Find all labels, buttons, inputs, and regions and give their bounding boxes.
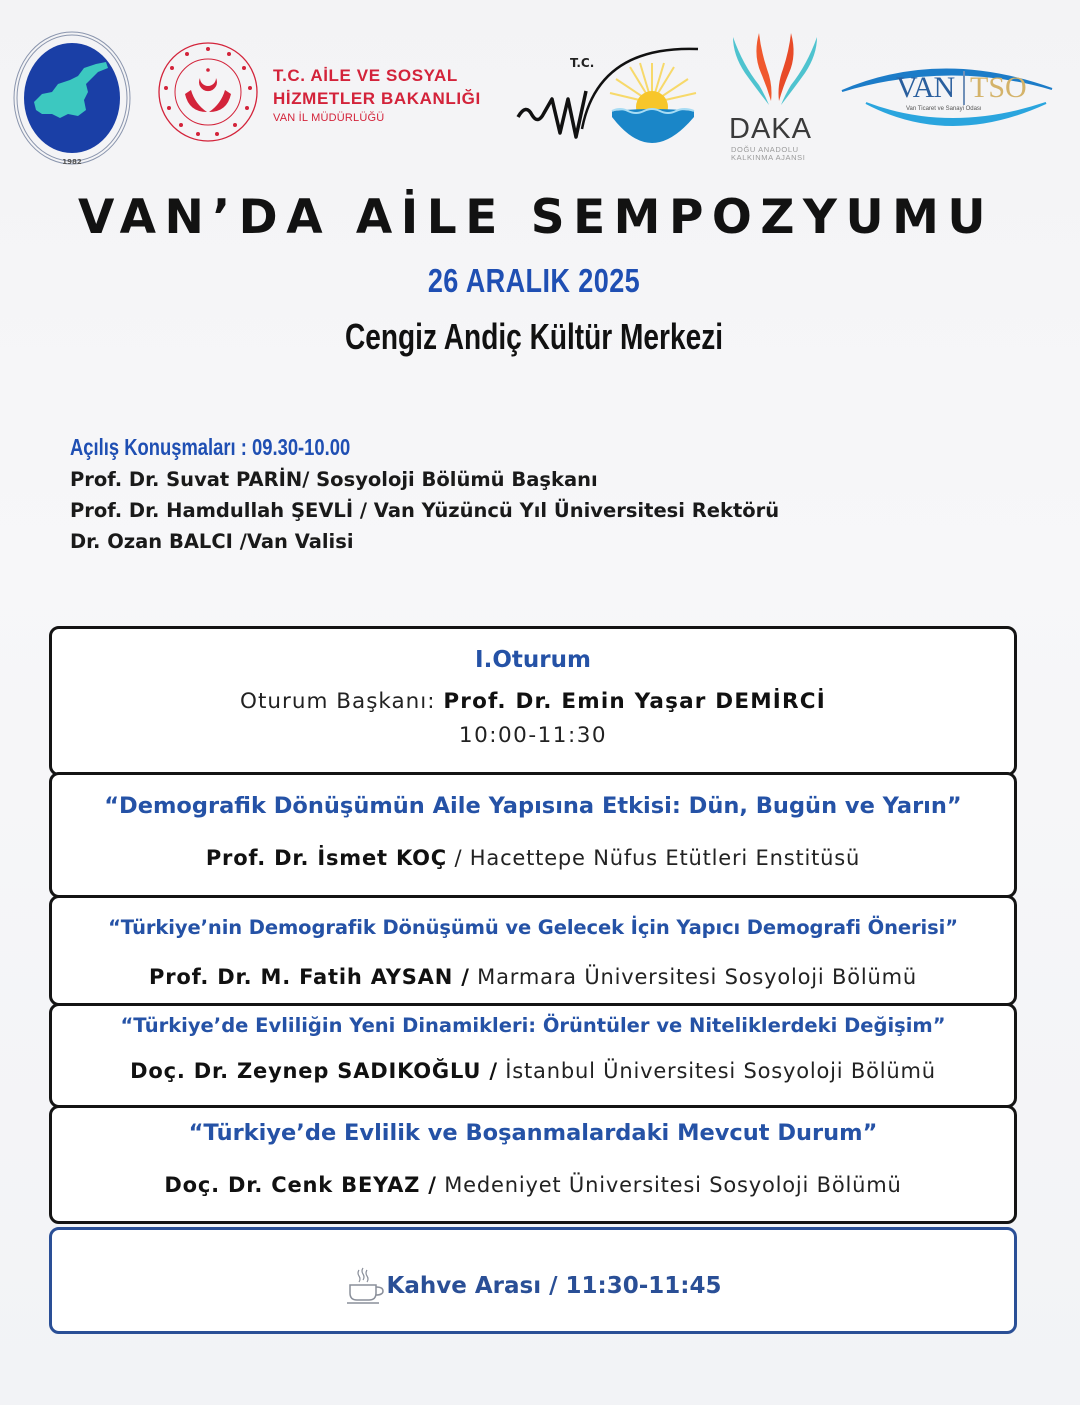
- opening-speaker: Dr. Ozan BALCI /Van Valisi: [70, 530, 354, 553]
- talk-speaker: [52, 1173, 1014, 1197]
- event-date: 26 ARALIK 2025: [427, 262, 641, 299]
- daka-subtitle: [731, 146, 805, 162]
- talk-speaker: [52, 965, 1014, 989]
- van-tso-logo: [840, 55, 1055, 135]
- speaker-affiliation: İstanbul Üniversitesi Sosyoloji Bölümü: [497, 1059, 936, 1083]
- tso-van-text: VAN: [896, 71, 955, 104]
- talk-title: “Demografik Dönüşümün Aile Yapısına Etkisi: Dün, Bugün ve Yarın”: [104, 793, 962, 819]
- talk-item: [49, 1003, 1017, 1108]
- svg-text:T.C.: T.C.: [570, 56, 595, 70]
- session-chair-name: Prof. Dr. Emin Yaşar DEMİRCİ: [443, 689, 826, 714]
- coffee-break-box: [49, 1227, 1017, 1334]
- event-title: VAN’DA AİLE SEMPOZYUMU: [77, 190, 995, 245]
- talk-item: [49, 895, 1017, 1006]
- university-logo: [12, 28, 134, 168]
- municipality-logo: [512, 45, 712, 150]
- talk-title: “Türkiye’de Evliliğin Yeni Dinamikleri: Örüntüler ve Niteliklerdeki Değişim”: [120, 1014, 946, 1037]
- opening-speaker: Prof. Dr. Hamdullah ŞEVLİ / Van Yüzüncü Yıl Üniversitesi Rektörü: [70, 499, 780, 522]
- tso-separator: [963, 71, 965, 105]
- talk-speaker: [52, 846, 1014, 870]
- tulip-emblem-icon: [725, 25, 825, 115]
- university-emblem-icon: [12, 28, 134, 168]
- ministry-line-1: T.C. AİLE VE SOSYAL: [273, 66, 458, 85]
- session-title: I.Oturum: [475, 647, 591, 673]
- session-chair: [52, 689, 1014, 714]
- event-venue: Cengiz Andiç Kültür Merkezi: [344, 316, 724, 357]
- coffee-break-label: Kahve Arası / 11:30-11:45: [386, 1273, 722, 1299]
- daka-sub-line-1: DOĞU ANADOLU: [731, 145, 799, 154]
- speaker-name: Doç. Dr. Zeynep SADIKOĞLU /: [130, 1059, 498, 1083]
- talk-item: [49, 1105, 1017, 1224]
- ministry-name: [273, 64, 481, 124]
- tso-subtitle: Van Ticaret ve Sanayi Odası: [906, 106, 982, 112]
- talk-item: [49, 772, 1017, 898]
- ministry-logo: [155, 40, 495, 145]
- session-chair-label: Oturum Başkanı:: [240, 689, 444, 714]
- opening-speeches: [70, 434, 779, 557]
- daka-sub-line-2: KALKINMA AJANSI: [731, 153, 806, 162]
- ministry-line-3: VAN İL MÜDÜRLÜĞÜ: [273, 112, 385, 124]
- speaker-name: Prof. Dr. M. Fatih AYSAN /: [149, 965, 470, 989]
- logo-bar: [0, 0, 1080, 180]
- talk-title: “Türkiye’de Evlilik ve Boşanmalardaki Mevcut Durum”: [188, 1120, 878, 1146]
- daka-name: DAKA: [729, 113, 812, 145]
- session-header-box: [49, 626, 1017, 776]
- daka-logo: [725, 25, 825, 165]
- opening-heading: Açılış Konuşmaları : 09.30-10.00: [70, 434, 351, 460]
- speaker-affiliation: / Hacettepe Nüfus Etütleri Enstitüsü: [446, 846, 861, 870]
- speaker-name: Prof. Dr. İsmet KOÇ: [205, 846, 447, 870]
- coffee-cup-icon: [345, 1266, 385, 1306]
- talk-title: “Türkiye’nin Demografik Dönüşümü ve Gelecek İçin Yapıcı Demografi Önerisi”: [108, 916, 958, 939]
- van-municipality-emblem-icon: [512, 45, 712, 150]
- coffee-break: [52, 1266, 1014, 1306]
- ministry-emblem-icon: [155, 40, 263, 145]
- session-time: 10:00-11:30: [458, 723, 608, 748]
- svg-text:1982: 1982: [62, 158, 82, 166]
- speaker-affiliation: Medeniyet Üniversitesi Sosyoloji Bölümü: [436, 1173, 902, 1197]
- speaker-name: Doç. Dr. Cenk BEYAZ /: [164, 1173, 437, 1197]
- tso-text: TSO: [970, 71, 1027, 104]
- speaker-affiliation: Marmara Üniversitesi Sosyoloji Bölümü: [469, 965, 917, 989]
- talk-speaker: [52, 1059, 1014, 1083]
- ministry-line-2: HİZMETLER BAKANLIĞI: [273, 89, 481, 108]
- opening-speaker: Prof. Dr. Suvat PARİN/ Sosyoloji Bölümü Başkanı: [70, 468, 598, 491]
